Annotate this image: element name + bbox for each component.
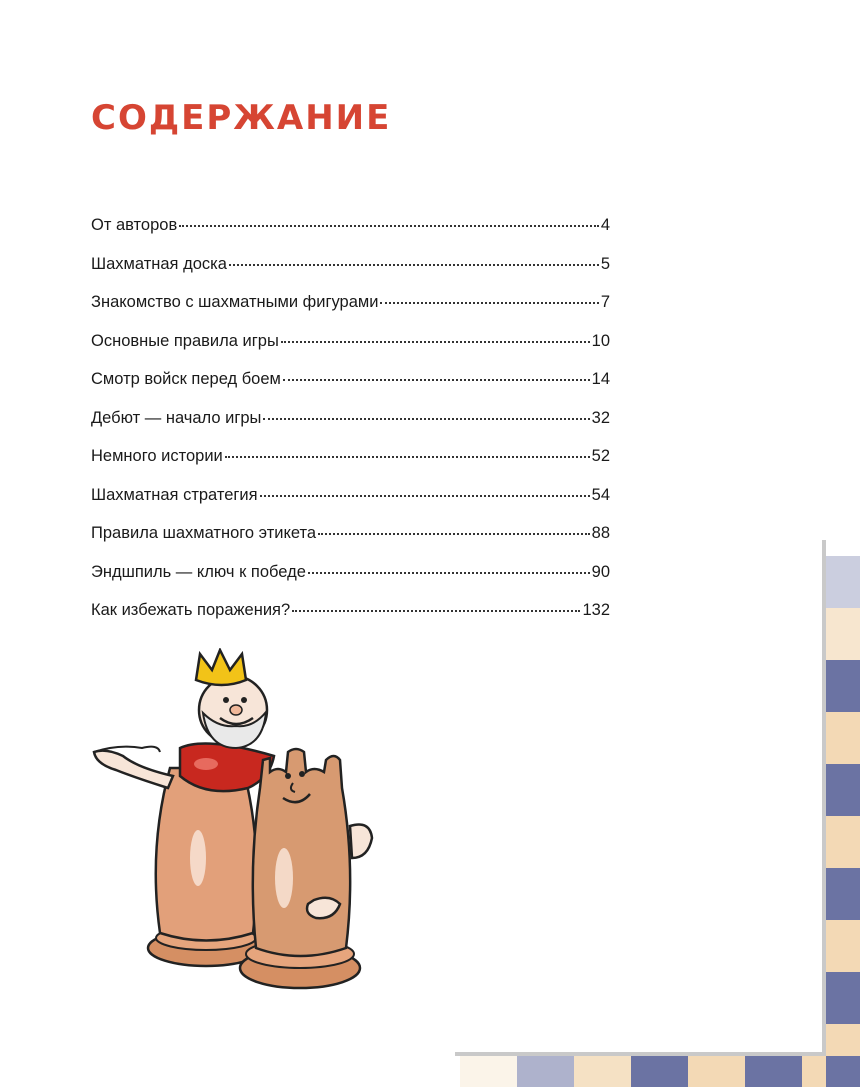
checker-square — [460, 1056, 517, 1087]
checker-square — [826, 764, 860, 816]
toc-item-page: 14 — [591, 370, 610, 388]
toc-item-title: Шахматная стратегия — [91, 485, 258, 504]
toc-item-title: Смотр войск перед боем — [91, 370, 281, 388]
toc-item-page: 132 — [582, 601, 610, 619]
checker-square — [631, 1056, 688, 1087]
toc-item-page: 88 — [591, 524, 610, 542]
toc-item-page: 10 — [591, 331, 610, 350]
checker-square — [517, 1056, 574, 1087]
toc-item-page: 54 — [591, 485, 610, 504]
toc-item-title: От авторов — [91, 216, 178, 234]
toc-item-title: Правила шахматного этикета — [91, 524, 317, 542]
toc-item-title: Знакомство с шахматными фигурами — [91, 293, 379, 311]
toc-item-page: 32 — [591, 408, 610, 427]
checker-square — [826, 868, 860, 920]
checker-square — [826, 660, 860, 712]
checker-square — [826, 920, 860, 972]
checker-square — [826, 1056, 860, 1087]
checker-square — [574, 1056, 631, 1087]
checker-square — [826, 816, 860, 868]
toc-item-title: Дебют — начало игры — [91, 408, 262, 427]
checker-square — [826, 556, 860, 608]
page-edge-shadow — [455, 1052, 826, 1056]
toc-item-page: 52 — [591, 447, 610, 465]
toc-item-page: 4 — [600, 216, 610, 234]
toc-item-title: Немного истории — [91, 447, 223, 465]
toc-item-page: 7 — [600, 293, 610, 311]
toc-item-title: Шахматная доска — [91, 254, 227, 273]
page-edge-shadow — [822, 540, 826, 1056]
toc-item-title: Эндшпиль — ключ к победе — [91, 562, 306, 581]
page-title: СОДЕРЖАНИЕ — [91, 98, 392, 138]
checker-square — [688, 1056, 745, 1087]
toc-item-page: 5 — [600, 254, 610, 273]
checker-square — [826, 608, 860, 660]
toc-item-title: Основные правила игры — [91, 331, 279, 350]
checker-square — [745, 1056, 802, 1087]
rook-figure — [240, 749, 372, 988]
king-figure — [94, 650, 274, 966]
checker-square — [826, 972, 860, 1024]
checker-square — [826, 712, 860, 764]
king-and-rook-illustration — [88, 648, 388, 1000]
toc-item-title: Как избежать поражения? — [91, 601, 291, 619]
toc-item-page: 90 — [591, 562, 610, 581]
